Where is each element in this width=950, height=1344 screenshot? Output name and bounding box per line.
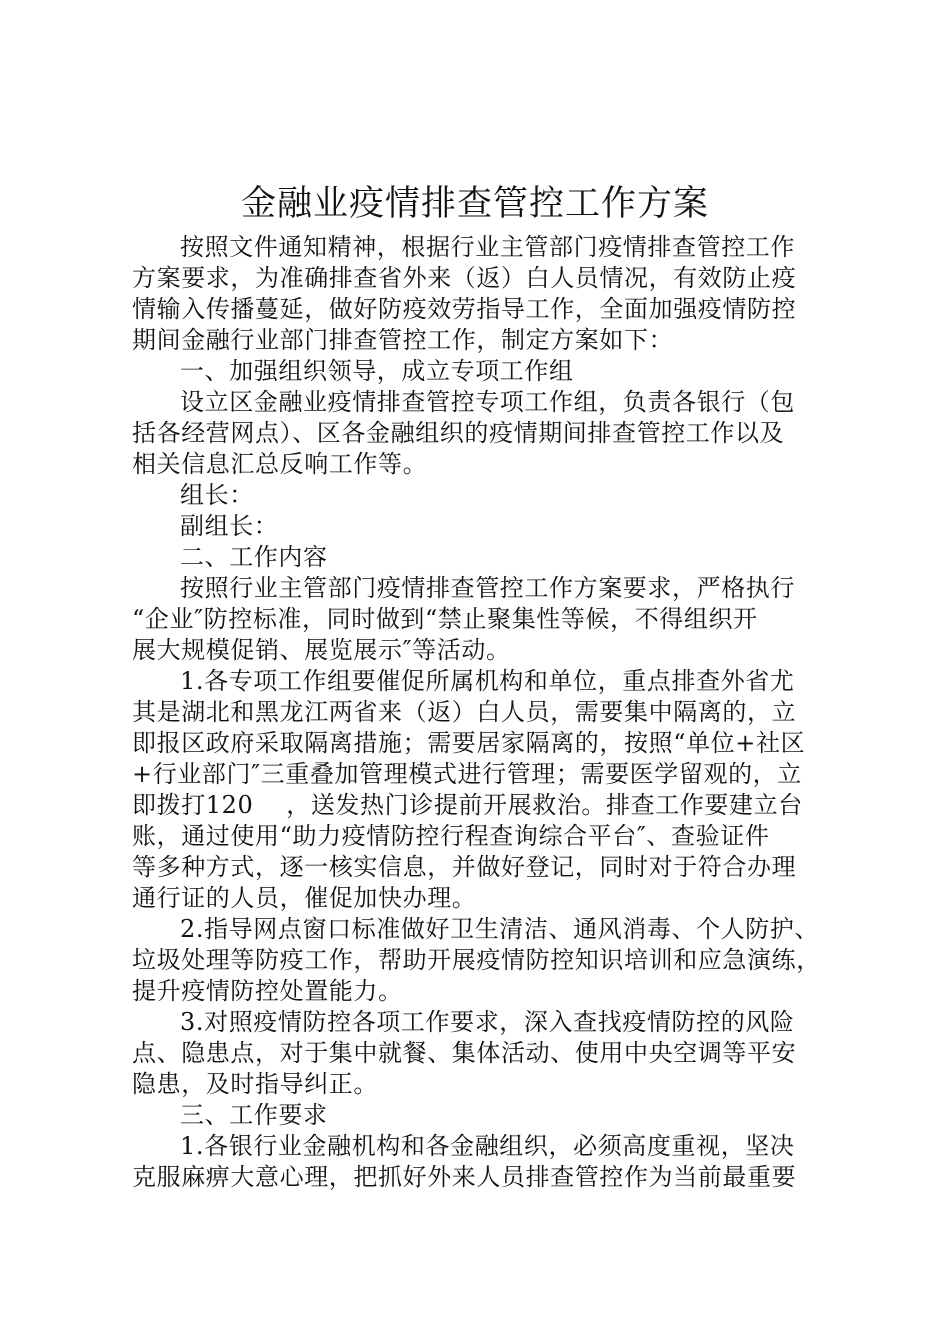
paragraph-line: 组长：	[180, 481, 254, 509]
document-title: 金融业疫情排查管控工作方案	[240, 184, 709, 224]
paragraph-line: 点、隐患点，对于集中就餐、集体活动、使用中央空调等平安	[132, 1039, 797, 1067]
paragraph-line: 1.各专项工作组要催促所属机构和单位，重点排查外省尤	[180, 667, 795, 695]
paragraph-line: 副组长：	[180, 512, 279, 540]
paragraph	[132, 480, 832, 511]
paragraph	[132, 232, 832, 356]
paragraph-line: 隐患，及时指导纠正。	[132, 1070, 378, 1098]
paragraph-line: 等多种方式，逐一核实信息，并做好登记，同时对于符合办理	[132, 853, 797, 881]
paragraph-line: 相关信息汇总反响工作等。	[132, 450, 428, 478]
paragraph	[132, 387, 832, 480]
paragraph-line: 垃圾处理等防疫工作，帮助开展疫情防控知识培训和应急演练，	[132, 946, 821, 974]
paragraph-line: 二、工作内容	[180, 543, 328, 571]
paragraph	[132, 914, 832, 1007]
paragraph-line: 提升疫情防控处置能力。	[132, 977, 403, 1005]
paragraph-line: 2.指导网点窗口标准做好卫生清洁、通风消毒、个人防护、	[180, 915, 820, 943]
paragraph-line: 账，通过使用“助力疫情防控行程查询综合平台″、查验证件	[132, 822, 770, 850]
paragraph-line: 情输入传播蔓延，做好防疫效劳指导工作，全面加强疫情防控	[132, 295, 797, 323]
paragraph-line: 3.对照疫情防控各项工作要求，深入查找疫情防控的风险	[180, 1008, 795, 1036]
paragraph	[132, 573, 832, 666]
paragraph	[132, 1100, 832, 1131]
paragraph-line: “企业″防控标准，同时做到“禁止聚集性等候，不得组织开	[132, 605, 758, 633]
paragraph-line: 方案要求，为准确排查省外来（返）白人员情况，有效防止疫	[132, 264, 797, 292]
paragraph-line: 即拨打120 ，送发热门诊提前开展救治。排查工作要建立台	[132, 791, 803, 819]
document-body	[132, 232, 832, 1193]
paragraph	[132, 511, 832, 542]
paragraph	[132, 542, 832, 573]
paragraph-line: 即报区政府采取隔离措施；需要居家隔离的，按照“单位+社区	[132, 729, 806, 757]
paragraph	[132, 666, 832, 914]
paragraph	[132, 1007, 832, 1100]
paragraph-line: 展大规模促销、展览展示″等活动。	[132, 636, 511, 664]
paragraph-line: 一、加强组织领导，成立专项工作组	[180, 357, 574, 385]
paragraph-line: 期间金融行业部门排查管控工作，制定方案如下：	[132, 326, 674, 354]
paragraph-line: 克服麻痹大意心理，把抓好外来人员排查管控作为当前最重要	[132, 1163, 797, 1191]
paragraph-line: +行业部门″三重叠加管理模式进行管理；需要医学留观的，立	[132, 760, 802, 788]
paragraph-line: 括各经营网点）、区各金融组织的疫情期间排查管控工作以及	[132, 419, 785, 447]
paragraph	[132, 1131, 832, 1193]
paragraph-line: 通行证的人员，催促加快办理。	[132, 884, 477, 912]
paragraph-line: 设立区金融业疫情排查管控专项工作组，负责各银行（包	[180, 388, 795, 416]
paragraph-line: 1.各银行业金融机构和各金融组织，必须高度重视，坚决	[180, 1132, 795, 1160]
paragraph-line: 三、工作要求	[180, 1101, 328, 1129]
paragraph-line: 按照文件通知精神，根据行业主管部门疫情排查管控工作	[180, 233, 795, 261]
paragraph-line: 其是湖北和黑龙江两省来（返）白人员，需要集中隔离的，立	[132, 698, 797, 726]
paragraph	[132, 356, 832, 387]
paragraph-line: 按照行业主管部门疫情排查管控工作方案要求，严格执行	[180, 574, 795, 602]
